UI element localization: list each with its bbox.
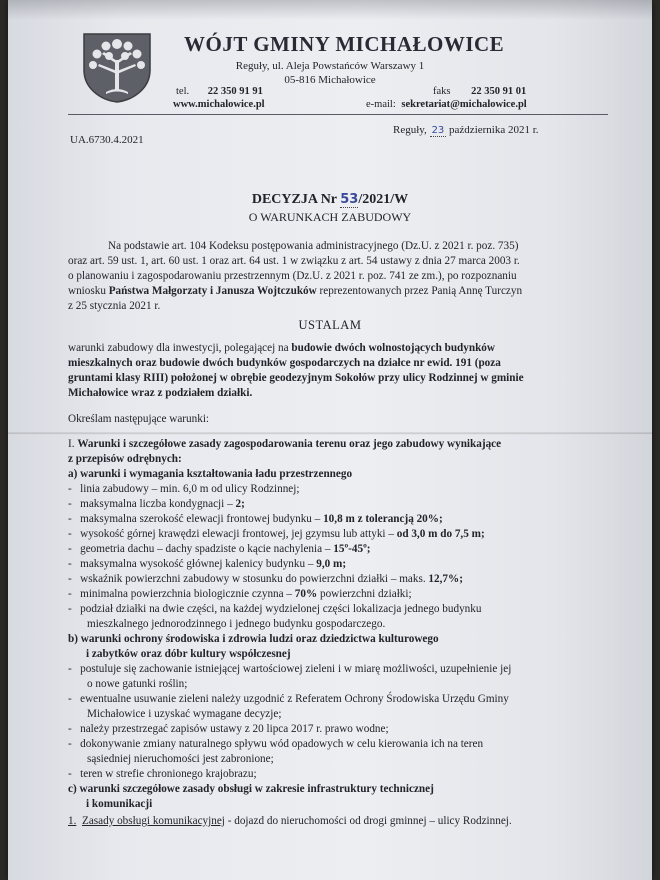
a-item-8-value: 70% — [294, 588, 318, 600]
a-item-3-text: maksymalna szerokość elewacji frontowej budynku – — [80, 513, 324, 525]
a-item-8: - minimalna powierzchnia biologicznie czynna – 70% powierzchni działki; — [68, 588, 412, 600]
b-item-1-text: postuluje się zachowanie istniejącej wartościowej zieleni i w miarę możliwości, uzupełnienie jej — [80, 663, 512, 675]
intro-wniosku: wniosku — [68, 285, 106, 297]
b-item-4: - dokonywanie zmiany naturalnego spływu wód opadowych w celu kierowania ich na teren — [68, 738, 484, 750]
section-1-heading — [68, 438, 501, 450]
a-item-2: - maksymalna liczba kondygnacji – 2; — [68, 498, 245, 510]
a-item-5-value: 15º-45º; — [333, 543, 371, 555]
phone-label: tel. — [176, 86, 190, 97]
applicant-names: Państwa Małgorzaty i Janusza Wojtczuków — [108, 285, 317, 297]
intro-line-1: Na podstawie art. 104 Kodeksu postępowania administracyjnego (Dz.U. z 2021 r. poz. 735) — [108, 240, 519, 252]
a-item-5-text: geometria dachu – dachy spadziste o kącie nachylenia – — [80, 543, 334, 555]
c-item-1 — [68, 815, 512, 827]
a-item-3-value: 10,8 m z tolerancją 20%; — [323, 513, 443, 525]
intro-line-3: o planowaniu i zagospodarowaniu przestrzennym (Dz.U. z 2021 r. poz. 741 ze zm.), po rozpoznaniu — [68, 270, 517, 282]
subsection-c-title-cont: i komunikacji — [86, 798, 153, 810]
website-link[interactable]: www.michalowice.pl — [173, 99, 265, 110]
address-line-2: 05-816 Michałowice — [284, 74, 376, 86]
establish-investment: budowie dwóch wolnostojących budynków — [291, 342, 495, 354]
representative: reprezentowanych przez Panią Annę Turczyn — [319, 285, 523, 297]
a-item-9: - podział działki na dwie części, na każdej wydzielonej części lokalizacja jednego budynku — [68, 603, 482, 615]
email-row — [366, 99, 527, 110]
a-item-4-text: wysokość górnej krawędzi elewacji frontowej, jej gzymsu lub attyki – — [80, 528, 397, 540]
b-item-2-text: ewentualne usuwanie zieleni należy uzgodnić z Referatem Ochrony Środowiska Urzędu Gminy — [80, 693, 509, 705]
a-item-1: - linia zabudowy – min. 6,0 m od ulicy Rodzinnej; — [68, 483, 300, 495]
decision-subtitle: O WARUNKACH ZABUDOWY — [248, 210, 412, 224]
fax-label: faks — [433, 86, 451, 97]
intro-line-5: z 25 stycznia 2021 r. — [68, 300, 161, 312]
establish-line-2: mieszkalnych oraz budowie dwóch budynków gospodarczych na działce nr ewid. 191 (poza — [68, 357, 501, 369]
email-address[interactable]: sekretariat@michalowice.pl — [401, 99, 527, 110]
a-item-8-tail: powierzchni działki; — [317, 588, 412, 600]
b-item-4-text: dokonywanie zmiany naturalnego spływu wód opadowych w celu kierowania ich na teren — [80, 738, 484, 750]
intro-line-4 — [68, 285, 522, 297]
a-item-8-text: minimalna powierzchnia biologicznie czynna – — [80, 588, 295, 600]
date-day: 23 — [431, 125, 445, 136]
a-item-7: - wskaźnik powierzchni zabudowy w stosunku do powierzchni działki – maks. 12,7%; — [68, 573, 463, 585]
a-item-6-value: 9,0 m; — [316, 558, 347, 570]
a-item-2-value: 2; — [235, 498, 245, 510]
subsection-b-title: b) warunki ochrony środowiska i zdrowia ludzi oraz dziedzictwa kulturowego — [68, 633, 439, 645]
section-1-number: I. — [68, 438, 75, 450]
b-item-3-text: należy przestrzegać zapisów ustawy z 20 lipca 2017 r. prawo wodne; — [80, 723, 389, 735]
subsection-c-title: c) warunki szczegółowe zasady obsługi w zakresie infrastruktury technicznej — [68, 783, 434, 795]
decision-title — [8, 192, 652, 208]
a-item-1-text: linia zabudowy – min. 6,0 m od ulicy Rodzinnej; — [80, 483, 300, 495]
fax-row — [433, 86, 526, 97]
fax-number: 22 350 91 01 — [471, 86, 527, 97]
a-item-4-value: od 3,0 m do 7,5 m; — [396, 528, 485, 540]
a-item-9-text: podział działki na dwie części, na każdej wydzielonej części lokalizacja jednego budynku — [80, 603, 482, 615]
section-1-title-cont: z przepisów odrębnych: — [68, 453, 182, 465]
a-item-9-cont: mieszkalnego jednorodzinnego i jednego budynku gospodarczego. — [87, 618, 386, 630]
section-1-title: Warunki i szczegółowe zasady zagospodarowania terenu oraz jego zabudowy wynikające — [77, 438, 502, 450]
conditions-intro: Określam następujące warunki: — [68, 413, 210, 425]
header-divider — [68, 114, 608, 115]
decision-title-prefix: DECYZJA Nr — [251, 192, 337, 207]
c-item-1-label: Zasady obsługi komunikacyjnej — [81, 815, 225, 827]
date-rest: października 2021 r. — [449, 124, 539, 136]
decision-title-suffix: /2021/W — [358, 192, 409, 207]
b-item-2: - ewentualne usuwanie zieleni należy uzgodnić z Referatem Ochrony Środowiska Urzędu Gminy — [68, 693, 509, 705]
c-item-1-text: - dojazd do nieruchomości od drogi gminnej – ulicy Rodzinnej. — [224, 815, 512, 827]
phone-number: 22 350 91 91 — [207, 86, 263, 97]
establish-line-3: gruntami klasy RIII) położonej w obrębie geodezyjnym Sokołów przy ulicy Rodzinnej w gminie — [68, 372, 524, 384]
office-title: WÓJT GMINY MICHAŁOWICE — [184, 32, 505, 56]
intro-line-2: oraz art. 59 ust. 1, art. 60 ust. 1 oraz art. 64 ust. 1 w związku z art. 54 ustawy z dnia 27 marca 2003 r. — [68, 255, 520, 267]
a-item-2-text: maksymalna liczba kondygnacji – — [80, 498, 236, 510]
establish-text: warunki zabudowy dla inwestycji, polegającej na — [68, 342, 289, 354]
document-page — [8, 0, 652, 880]
email-label: e-mail: — [366, 99, 396, 110]
a-item-5: - geometria dachu – dachy spadziste o kącie nachylenia – 15º-45º; — [68, 543, 371, 555]
subsection-a-title: a) warunki i wymagania kształtowania ładu przestrzennego — [68, 468, 353, 480]
subsection-b-title-cont: i zabytków oraz dóbr kultury współczesnej — [86, 648, 291, 660]
a-item-7-text: wskaźnik powierzchni zabudowy w stosunku do powierzchni działki – maks. — [80, 573, 429, 585]
a-item-3: - maksymalna szerokość elewacji frontowej budynku – 10,8 m z tolerancją 20%; — [68, 513, 443, 525]
page-shadow — [8, 0, 652, 20]
paper-fold — [8, 432, 652, 435]
ustalam-heading: USTALAM — [298, 318, 362, 332]
establish-line-1 — [68, 342, 495, 354]
a-item-7-value: 12,7%; — [428, 573, 463, 585]
c-item-1-number: 1. — [68, 815, 77, 827]
b-item-2-cont: Michałowice i uzyskać wymagane decyzje; — [87, 708, 282, 720]
b-item-3: - należy przestrzegać zapisów ustawy z 20 lipca 2017 r. prawo wodne; — [68, 723, 389, 735]
b-item-4-cont: sąsiedniej nieruchomości jest zabronione; — [87, 753, 274, 765]
b-item-5: - teren w strefie chronionego krajobrazu; — [68, 768, 257, 780]
b-item-5-text: teren w strefie chronionego krajobrazu; — [80, 768, 257, 780]
address-line-1: Reguły, ul. Aleja Powstańców Warszawy 1 — [235, 60, 425, 72]
a-item-4: - wysokość górnej krawędzi elewacji frontowej, jej gzymsu lub attyki – od 3,0 m do 7,5 m; — [68, 528, 485, 540]
decision-number: 53 — [340, 192, 359, 207]
date-place: Reguły, — [393, 124, 427, 136]
b-item-1-cont: o nowe gatunki roślin; — [87, 678, 188, 690]
establish-line-4: Michałowice wraz z podziałem działki. — [68, 387, 253, 399]
issue-date — [393, 124, 539, 136]
a-item-6-text: maksymalna wysokość głównej kalenicy budynku – — [80, 558, 317, 570]
case-number: UA.6730.4.2021 — [70, 134, 144, 146]
phone-row — [176, 86, 263, 97]
b-item-1: - postuluje się zachowanie istniejącej wartościowej zieleni i w miarę możliwości, uzupełnienie jej — [68, 663, 512, 675]
a-item-6: - maksymalna wysokość głównej kalenicy budynku – 9,0 m; — [68, 558, 347, 570]
